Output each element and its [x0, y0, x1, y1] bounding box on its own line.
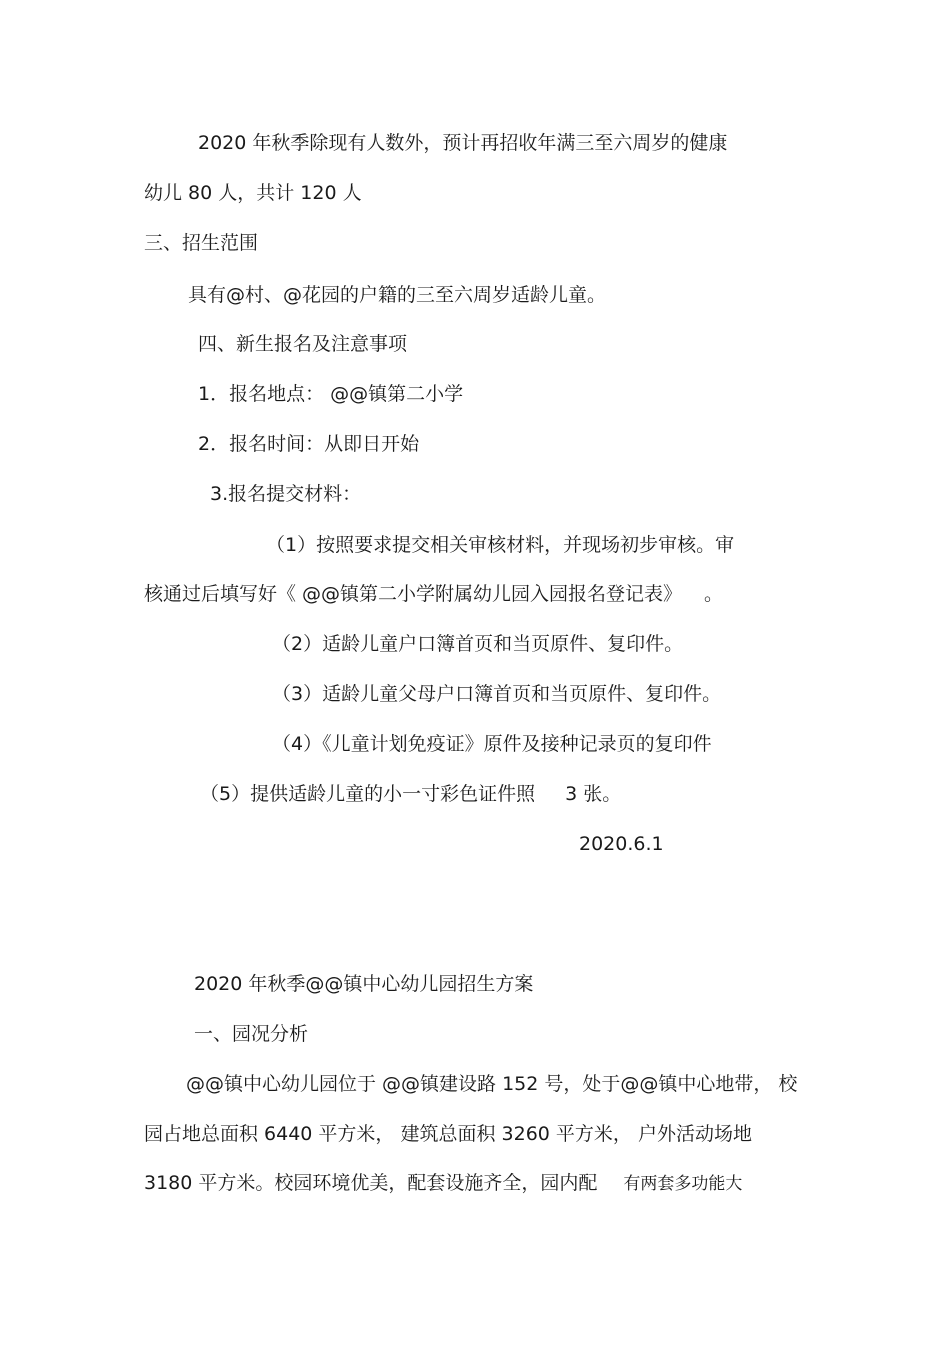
- sub-list-item: （4）《儿童计划免疫证》原件及接种记录页的复印件: [272, 733, 712, 755]
- sub-list-item: （3）适龄儿童父母户口簿首页和当页原件、复印件。: [272, 683, 722, 705]
- line-text: 核通过后填写好《 @@镇第二小学附属幼儿园入园报名登记表》: [144, 583, 683, 605]
- section-heading: 四、新生报名及注意事项: [198, 333, 408, 355]
- paragraph-line: 园占地总面积 6440 平方米， 建筑总面积 3260 平方米， 户外活动场地: [144, 1123, 752, 1145]
- section-heading: 三、招生范围: [144, 232, 259, 254]
- sub-list-item: （1）按照要求提交相关审核材料，并现场初步审核。审: [266, 534, 735, 556]
- paragraph-line: 2020 年秋季除现有人数外，预计再招收年满三至六周岁的健康: [198, 132, 728, 154]
- section-heading: 一、园况分析: [194, 1023, 309, 1045]
- sub-list-item: （2）适龄儿童户口簿首页和当页原件、复印件。: [272, 633, 684, 655]
- paragraph-line: 具有@村、@花园的户籍的三至六周岁适龄儿童。: [188, 284, 607, 306]
- list-item: 2．报名时间：从即日开始: [198, 433, 420, 455]
- paragraph-line: 幼儿 80 人，共计 120 人: [144, 182, 362, 204]
- line-text: 。: [704, 583, 724, 605]
- document-title: 2020 年秋季@@镇中心幼儿园招生方案: [194, 973, 534, 995]
- paragraph-line: @@镇中心幼儿园位于 @@镇建设路 152 号，处于@@镇中心地带， 校: [186, 1073, 798, 1095]
- paragraph-line: [144, 582, 723, 606]
- line-text: 有两套多功能大: [623, 1174, 743, 1194]
- paragraph-line: [144, 1171, 742, 1196]
- line-text: 3 张。: [565, 783, 622, 805]
- sub-list-item: [200, 782, 621, 806]
- date-text: 2020.6.1: [579, 833, 664, 855]
- line-text: 3180 平方米。校园环境优美，配套设施齐全，园内配: [144, 1172, 598, 1194]
- list-item: 3.报名提交材料：: [210, 483, 362, 505]
- line-text: （5）提供适龄儿童的小一寸彩色证件照: [200, 783, 536, 805]
- list-item: 1．报名地点： @@镇第二小学: [198, 383, 464, 405]
